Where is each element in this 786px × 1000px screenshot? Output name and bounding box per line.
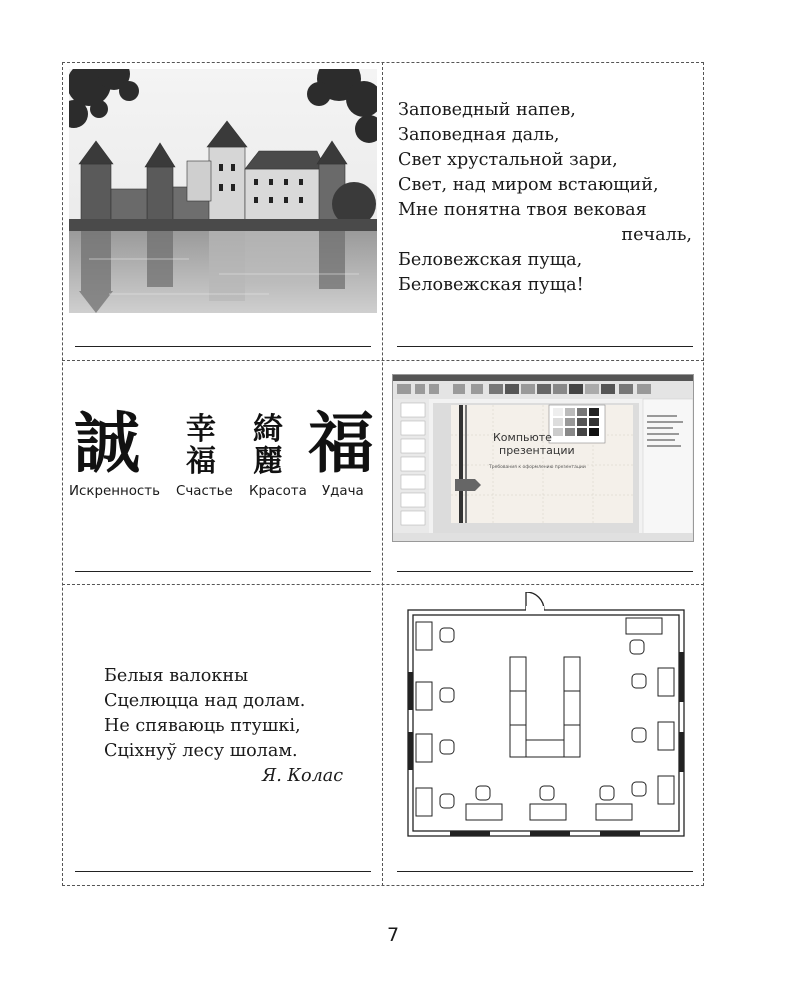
slide-title-line: Компьюте [493, 431, 552, 444]
poem-line: Беловежская пуща! [398, 275, 584, 295]
hieroglyph-luck: 福 [308, 404, 374, 482]
poem-line: Заповедная даль, [398, 125, 560, 145]
poem-line: Свет хрустальной зари, [398, 150, 618, 170]
hieroglyph-label: Счастье [176, 484, 233, 499]
poem-belovezhskaya [398, 98, 694, 298]
poem-line: Не спяваюць птушкі, [104, 716, 301, 736]
slide-subtitle: Требования к оформлению презентации [489, 465, 586, 470]
poem-line: печаль, [621, 225, 692, 245]
castle-photo [69, 69, 377, 313]
slide-title-line: презентации [499, 444, 575, 457]
poem-line: Белыя валокны [104, 666, 249, 686]
hieroglyph-label: Искренность [69, 484, 160, 499]
write-line [397, 571, 693, 572]
presentation-screenshot [392, 374, 694, 542]
hieroglyph-label: Красота [249, 484, 307, 499]
classroom-plan [400, 592, 690, 844]
write-line [75, 346, 371, 347]
hieroglyph-sincerity: 誠 [74, 404, 140, 482]
poem-line: Сціхнуў лесу шолам. [104, 741, 298, 761]
poem-line: Мне понятна твоя вековая [398, 200, 647, 220]
hieroglyph-label: Удача [322, 484, 364, 499]
write-line [75, 571, 371, 572]
poem-kolas [104, 664, 305, 764]
hieroglyph-beauty: 綺 麗 [253, 412, 283, 479]
poem-author: Я. Колас [262, 766, 344, 786]
write-line [75, 871, 371, 872]
horizontal-cut-line-2 [62, 584, 704, 585]
poem-line: Сцелюцца над долам. [104, 691, 306, 711]
poem-line: Свет, над миром встающий, [398, 175, 659, 195]
hieroglyph-happiness: 幸 福 [186, 412, 216, 479]
vertical-cut-line [382, 62, 383, 886]
slide-title [493, 431, 575, 457]
poem-line: Беловежская пуща, [398, 250, 583, 270]
horizontal-cut-line-1 [62, 360, 704, 361]
write-line [397, 346, 693, 347]
page-number: 7 [386, 924, 400, 946]
poem-line: Заповедный напев, [398, 100, 576, 120]
write-line [397, 871, 693, 872]
